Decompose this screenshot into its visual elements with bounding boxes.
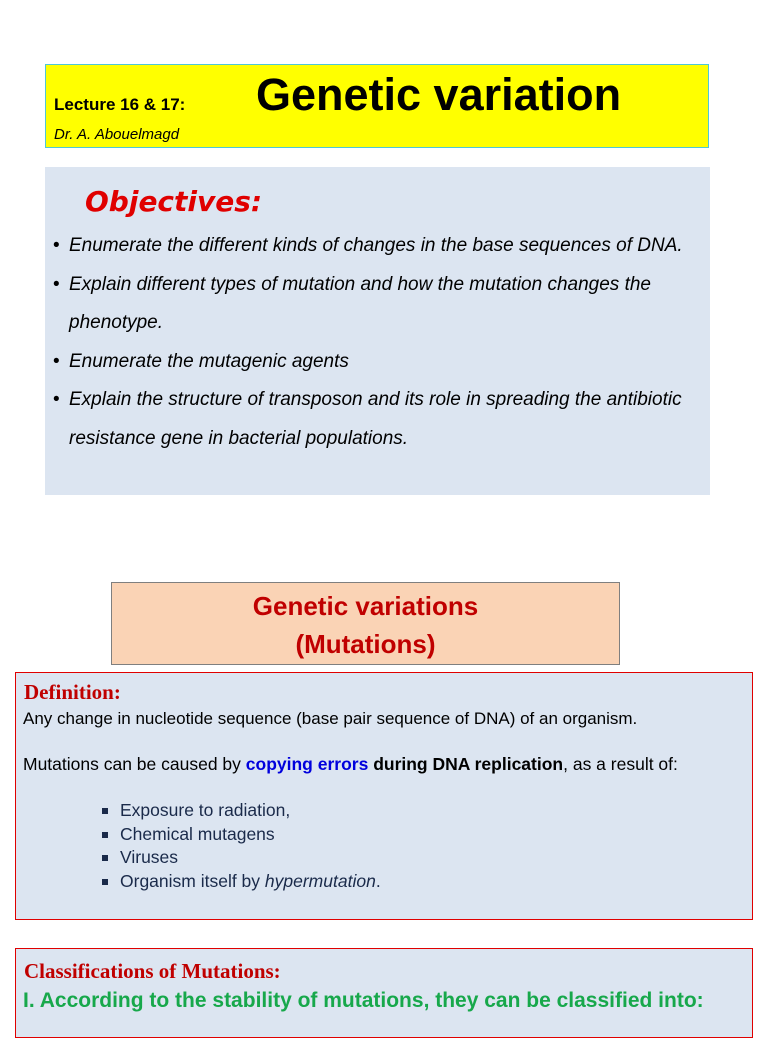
causes-list <box>102 799 381 893</box>
square-bullet-icon <box>102 879 108 885</box>
list-item: Organism itself by hypermutation. <box>102 870 381 894</box>
definition-panel <box>15 672 753 920</box>
highlight-copying-errors: copying errors <box>245 754 369 774</box>
list-item: • Enumerate the different kinds of changes in the base sequences of DNA. <box>53 227 703 266</box>
highlight-dna-replication: during DNA replication <box>368 754 564 774</box>
classification-panel <box>15 948 753 1038</box>
list-item: • Explain the structure of transposon and its role in spreading the antibiotic resistance gene in bacterial populations. <box>53 381 703 458</box>
list-item: Viruses <box>102 846 381 870</box>
square-bullet-icon <box>102 808 108 814</box>
classification-heading: Classifications of Mutations: <box>24 959 281 983</box>
square-bullet-icon <box>102 855 108 861</box>
list-item: • Enumerate the mutagenic agents <box>53 343 703 382</box>
square-bullet-icon <box>102 832 108 838</box>
list-item: • Explain different types of mutation and how the mutation changes the phenotype. <box>53 266 703 343</box>
section-title-line-2: (Mutations) <box>295 629 436 659</box>
author-name: Dr. A. Abouelmagd <box>54 126 180 143</box>
section-title-line-1: Genetic variations <box>252 591 479 621</box>
bullet-icon: • <box>53 389 60 410</box>
bullet-icon: • <box>53 273 60 295</box>
definition-heading: Definition: <box>24 680 121 704</box>
objectives-heading: Objectives: <box>85 185 263 218</box>
page-title: Genetic variation <box>256 69 622 120</box>
cause-sentence: Mutations can be caused by copying errors during DNA replication, as a result of: <box>23 754 678 774</box>
objectives-panel <box>45 167 710 495</box>
title-banner <box>45 64 709 148</box>
definition-text: Any change in nucleotide sequence (base pair sequence of DNA) of an organism. <box>23 709 638 728</box>
section-title-box <box>111 582 620 665</box>
lecture-number: Lecture 16 & 17: <box>54 95 186 114</box>
objectives-list <box>53 227 703 458</box>
bullet-icon: • <box>53 350 60 372</box>
classification-subheading: I. According to the stability of mutations, they can be classified into: <box>23 989 704 1012</box>
bullet-icon: • <box>53 235 60 256</box>
list-item: Exposure to radiation, <box>102 799 381 823</box>
list-item: Chemical mutagens <box>102 823 381 847</box>
